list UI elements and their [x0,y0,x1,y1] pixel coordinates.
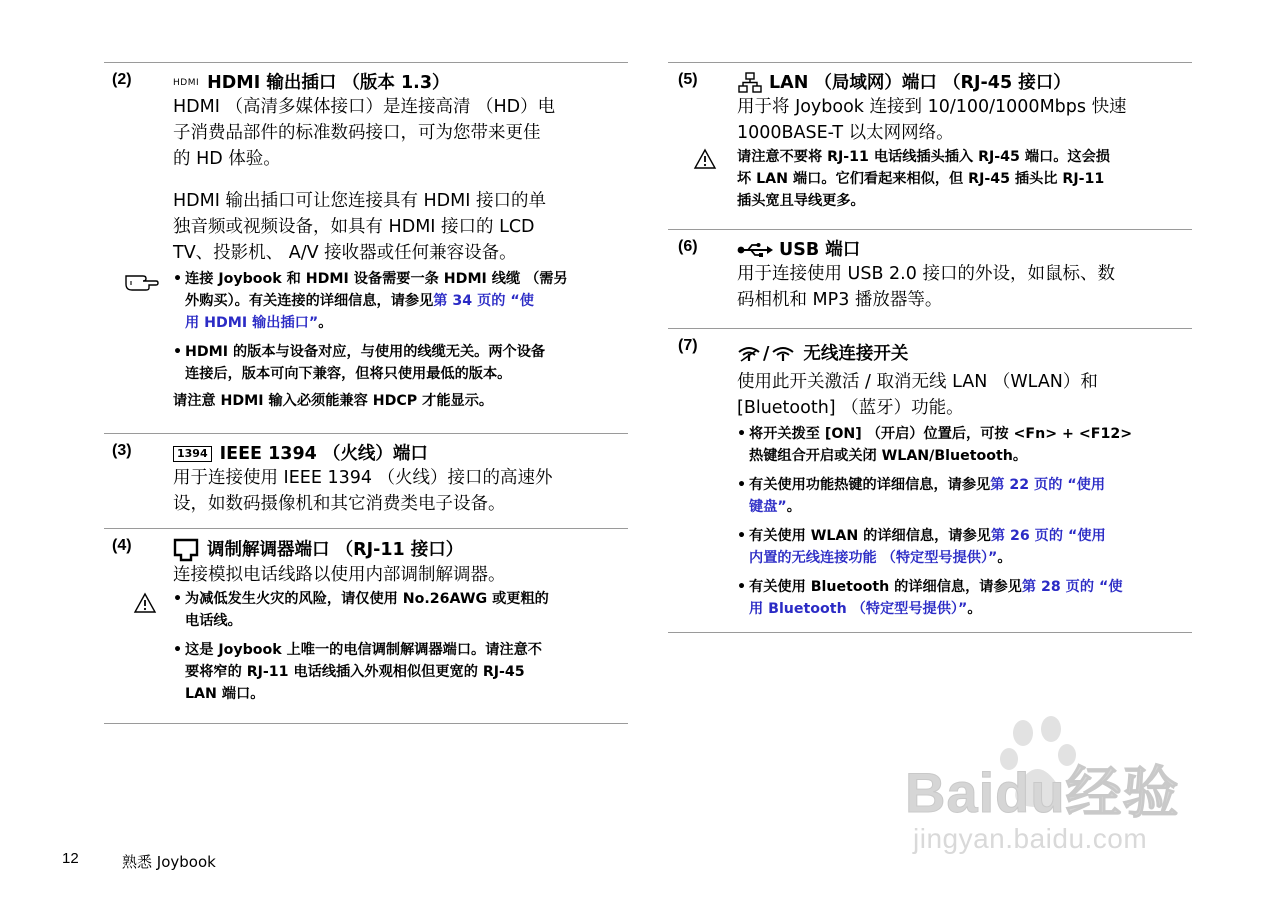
section-heading [173,72,628,94]
note-text: 请注意 HDMI 输入必须能兼容 HDCP 才能显示。 [173,393,494,409]
hdmi-icon: HDMI [173,78,200,88]
section-title: LAN （局域网）端口 （RJ-45 接口） [769,73,1071,93]
paragraph [173,465,628,517]
paragraph [737,261,1192,313]
text-line: 的 HD 体验。 [173,149,281,169]
text-line: 设，如数码摄像机和其它消费类电子设备。 [173,494,506,514]
lan-network-icon [737,72,763,94]
text-line: 连接模拟电话线路以使用内部调制解调器。 [173,565,506,585]
footer-title: 熟悉 Joybook [122,853,216,871]
separator: / [763,344,770,364]
section-heading [737,239,1192,261]
section-number: (6) [678,238,698,255]
section-number: (7) [678,337,698,354]
page-link[interactable]: 键盘” [749,499,787,515]
section-number: (4) [112,537,132,554]
page-link[interactable]: 用 HDMI 输出插口” [185,315,319,331]
section-lan [668,62,1192,229]
page-number: 12 [62,850,79,867]
watermark-url: jingyan.baidu.com [913,823,1148,854]
warning-icon [693,148,717,177]
watermark-brand: Baidu经验 [905,761,1180,824]
bullet-list [737,423,1192,620]
section-modem [104,528,628,724]
section-title: HDMI 输出插口 （版本 1.3） [207,73,450,93]
note-block [173,268,628,412]
list-item: • 将开关拨至 [ON] （开启）位置后，可按 <Fn> + <F12> 热键组合开启或关闭 WLAN/Bluetooth。 [737,423,1192,467]
text-line: 1000BASE-T 以太网网络。 [737,123,954,143]
text-line: HDMI 输出插口可让您连接具有 HDMI 接口的单 [173,191,546,211]
pointing-hand-icon [123,270,161,299]
paragraph [173,188,628,266]
usb-icon [737,242,773,258]
list-item: • 有关使用 Bluetooth 的详细信息，请参见第 28 页的 “使 用 Bluetooth （特定型号提供）”。 [737,576,1192,620]
modem-port-icon [173,538,199,562]
section-heading [173,443,628,465]
list-item: • 这是 Joybook 上唯一的电信调制解调器端口。请注意不 要将窄的 RJ-11 电话线插入外观相似但更宽的 RJ-45 LAN 端口。 [173,639,628,705]
wireless-icon [737,346,761,362]
page-link[interactable]: 第 22 页的 “使用 [990,477,1106,493]
section-number: (3) [112,442,132,459]
list-item: • HDMI 的版本与设备对应，与使用的线缆无关。两个设备 连接后，版本可向下兼容，但将只使用最低的版本。 [173,341,628,385]
page-link[interactable]: 内置的无线连接功能 （特定型号提供）” [749,550,998,566]
list-item: • 有关使用 WLAN 的详细信息，请参见第 26 页的 “使用 内置的无线连接功能 （特定型号提供）”。 [737,525,1192,569]
text-line: 独音频或视频设备，如具有 HDMI 接口的 LCD [173,217,535,237]
warning-block [173,588,628,705]
list-item: • 有关使用功能热键的详细信息，请参见第 22 页的 “使用 键盘”。 [737,474,1192,518]
text-line: 用于连接使用 USB 2.0 接口的外设，如鼠标、数 [737,264,1115,284]
text-line: [Bluetooth] （蓝牙）功能。 [737,398,964,418]
text-line: HDMI （高清多媒体接口）是连接高清 （HD）电 [173,97,556,117]
text-line: TV、投影机、 A/V 接收器或任何兼容设备。 [173,243,517,263]
warning-block: 请注意不要将 RJ-11 电话线插头插入 RJ-45 端口。这会损 坏 LAN 端口。它们看起来相似，但 RJ-45 插头比 RJ-11 插头宽且导线更多。 [737,146,1192,212]
section-title: 调制解调器端口 （RJ-11 接口） [207,540,464,560]
left-column [104,62,628,724]
section-wireless [668,328,1192,633]
right-column [668,62,1192,633]
section-ieee1394 [104,433,628,528]
page-link[interactable]: 第 28 页的 “使 [1021,579,1123,595]
ieee1394-icon: 1394 [173,446,212,462]
warning-icon [133,592,157,621]
page-link[interactable]: 第 34 页的 “使 [433,293,534,309]
paragraph [173,94,628,172]
section-heading [737,343,1192,365]
text-line: 子消费品部件的标准数码接口，可为您带来更佳 [173,123,541,143]
text-line: 码相机和 MP3 播放器等。 [737,290,943,310]
section-heading [737,72,1192,94]
section-hdmi [104,62,628,433]
list-item: • 为减低发生火灾的风险，请仅使用 No.26AWG 或更粗的 电话线。 [173,588,628,632]
paragraph [173,562,628,588]
page-link[interactable]: 用 Bluetooth （特定型号提供）” [749,601,968,617]
page-link[interactable]: 第 26 页的 “使用 [990,528,1106,544]
paragraph [737,369,1192,421]
text-line: 用于连接使用 IEEE 1394 （火线）接口的高速外 [173,468,553,488]
wireless-icon [771,346,795,362]
section-title: USB 端口 [779,240,861,260]
section-title: 无线连接开关 [803,344,909,364]
baidu-watermark [905,715,1200,860]
list-item: • 连接 Joybook 和 HDMI 设备需要一条 HDMI 线缆 （需另 外购买）。有关连接的详细信息，请参见第 34 页的 “使 用 HDMI 输出插口”。 [173,268,628,334]
paragraph [737,94,1192,146]
section-title: IEEE 1394 （火线）端口 [219,444,428,464]
section-heading [173,538,628,562]
text-line: 用于将 Joybook 连接到 10/100/1000Mbps 快速 [737,97,1127,117]
section-number: (5) [678,71,698,88]
section-usb [668,229,1192,328]
section-number: (2) [112,71,132,88]
text-line: 使用此开关激活 / 取消无线 LAN （WLAN）和 [737,372,1098,392]
